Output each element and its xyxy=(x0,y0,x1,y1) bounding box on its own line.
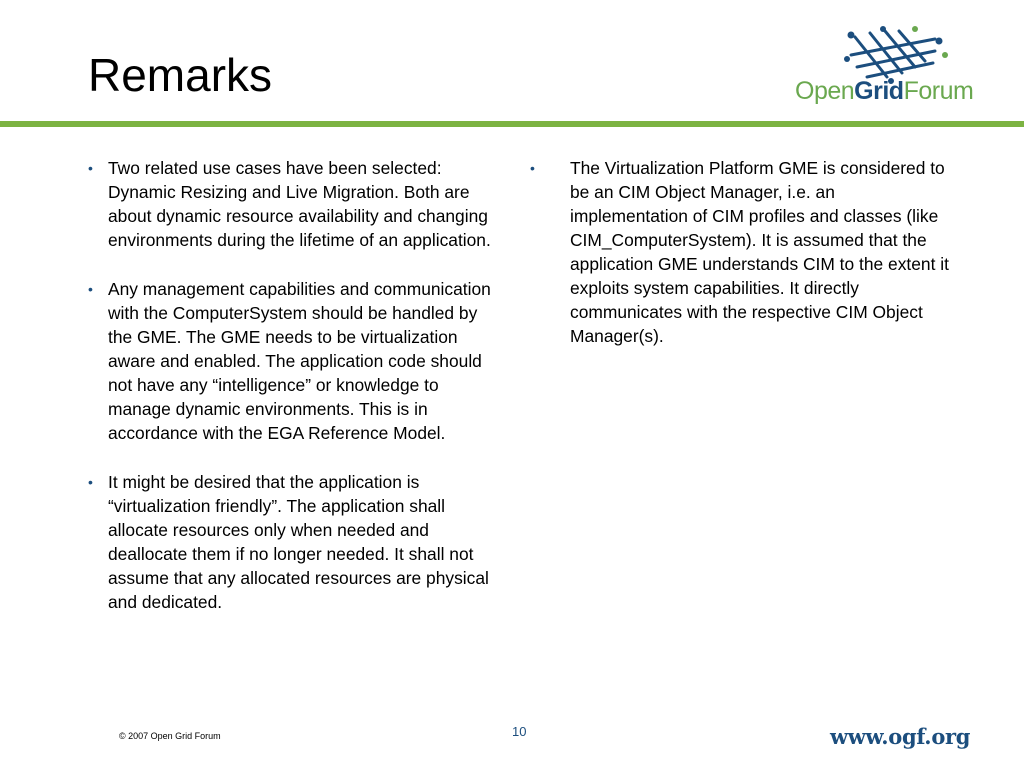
bullet-text: It might be desired that the application is “virtualization friendly”. The application shall allocate resources only when needed and deallocate them if no longer needed. It shall not assume that any allocated resources are physical and dedicated. xyxy=(108,472,489,612)
list-item xyxy=(88,277,498,445)
list-item xyxy=(88,470,498,614)
bullet-icon: • xyxy=(530,160,535,176)
open-grid-forum-logo xyxy=(795,25,985,110)
bullet-text: The Virtualization Platform GME is considered to be an CIM Object Manager, i.e. an implementation of CIM profiles and classes (like CIM_ComputerSystem). It is assumed that the application GME understands CIM to the extent it exploits system capabilities. It directly communicates with the respective CIM Object Manager(s). xyxy=(570,158,949,346)
footer-url-link[interactable]: www.ogf.org xyxy=(830,724,971,749)
right-column xyxy=(530,156,950,373)
slide-title: Remarks xyxy=(88,49,273,101)
footer-copyright: © 2007 Open Grid Forum xyxy=(119,731,221,741)
logo-word-forum: Forum xyxy=(903,77,974,105)
bullet-icon: • xyxy=(88,281,93,297)
list-item xyxy=(88,156,498,252)
logo-wordmark xyxy=(795,77,973,106)
bullet-text: Two related use cases have been selected: Dynamic Resizing and Live Migration. Both are about dynamic resource availability and changing environments during the lifetime of an application. xyxy=(108,158,491,250)
grid-network-icon xyxy=(795,25,985,85)
page-number: 10 xyxy=(512,724,527,739)
bullet-icon: • xyxy=(88,160,93,176)
logo-word-open: Open xyxy=(795,77,855,105)
bullet-text: Any management capabilities and communication with the ComputerSystem should be handled by the GME. The GME needs to be virtualization aware and enabled. The application code should not have any “intelligence” or knowledge to manage dynamic environments. This is in accordance with the EGA Reference Model. xyxy=(108,279,491,443)
list-item xyxy=(530,156,950,348)
left-column xyxy=(88,156,498,639)
bullet-icon: • xyxy=(88,474,93,490)
logo-word-grid: Grid xyxy=(854,77,904,105)
title-divider xyxy=(0,121,1024,127)
